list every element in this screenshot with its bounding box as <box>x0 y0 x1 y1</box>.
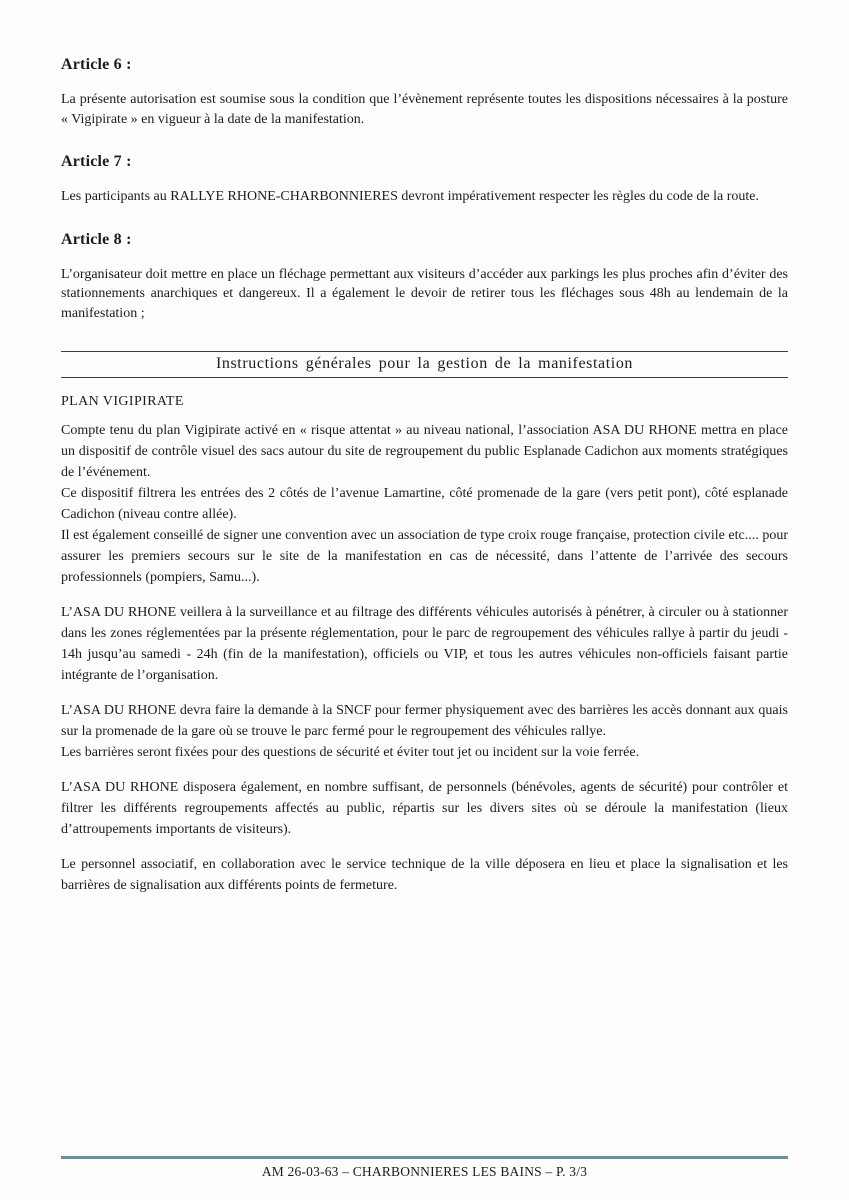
paragraph: Compte tenu du plan Vigipirate activé en « risque attentat » au niveau national, l’association ASA DU RHONE mettra en place un dispositif de contrôle visuel des sacs autour du site de regroupement du public Esplanade Cadichon aux moments stratégiques de l’événement. <box>61 423 788 480</box>
paragraph: Les barrières seront fixées pour des questions de sécurité et éviter tout jet ou incident sur la voie ferrée. <box>61 745 640 760</box>
article-7-heading: Article 7 : <box>61 153 132 170</box>
paragraph: Ce dispositif filtrera les entrées des 2 côtés de l’avenue Lamartine, côté promenade de la gare (vers petit pont), côté esplanade Cadichon (niveau contre allée). <box>61 486 788 522</box>
article-6-paragraph: La présente autorisation est soumise sous la condition que l’évènement représente toutes les dispositions nécessaires à la posture « Vigipirate » en vigueur à la date de la manifestation. <box>61 92 788 127</box>
page-footer <box>61 1156 788 1180</box>
paragraph: L’ASA DU RHONE devra faire la demande à la SNCF pour fermer physiquement avec des barrières les accès donnant aux quais sur la promenade de la gare où se trouve le parc fermé pour le regroupement des véhicules rallye. <box>61 703 788 739</box>
plan-vigipirate-heading: PLAN VIGIPIRATE <box>61 394 184 409</box>
paragraph: Le personnel associatif, en collaboration avec le service technique de la ville déposera en lieu et place la signalisation et les barrières de signalisation aux différents points de fermeture. <box>61 857 788 893</box>
instructions-section-title: Instructions générales pour la gestion de la manifestation <box>215 355 634 372</box>
article-7-section <box>61 153 788 207</box>
paragraph-block-3 <box>61 700 788 763</box>
document-content <box>61 56 788 910</box>
paragraph-block-1 <box>61 420 788 588</box>
article-8-heading: Article 8 : <box>61 230 132 248</box>
paragraph: Il est également conseillé de signer une convention avec un association de type croix rouge française, protection civile etc.... pour assurer les premiers secours sur le site de la manifestation en cas de nécessité, dans l’attente de l’arrivée des secours professionnels (pompiers, Samu...). <box>61 528 788 585</box>
paragraph: L’ASA DU RHONE veillera à la surveillance et au filtrage des différents véhicules autorisés à pénétrer, à circuler ou à stationner dans les zones réglementées par la présente réglementation, pour le parc de regroupement des véhicules rallye à partir du jeudi - 14h jusqu’au samedi - 24h (fin de la manifestation), officiels ou VIP, et tous les autres véhicules non-officiels faisant partie intégrante de l’organisation. <box>61 605 788 683</box>
article-8-section <box>61 231 788 324</box>
instructions-section-header <box>61 351 788 378</box>
paragraph-block-2 <box>61 602 788 686</box>
footer-text: AM 26-03-63 – CHARBONNIERES LES BAINS – P. 3/3 <box>261 1164 588 1179</box>
footer-rule <box>61 1156 788 1159</box>
paragraph-block-5 <box>61 854 788 896</box>
paragraph-block-4 <box>61 777 788 840</box>
paragraph: L’ASA DU RHONE disposera également, en nombre suffisant, de personnels (bénévoles, agents de sécurité) pour contrôler et filtrer les différents regroupements affectés au public, répartis sur les divers sites où se déroule la manifestation (lieux d’attroupements importants de visiteurs). <box>61 780 788 837</box>
article-6-section <box>61 56 788 129</box>
article-6-heading: Article 6 : <box>61 56 132 73</box>
article-8-paragraph: L’organisateur doit mettre en place un fléchage permettant aux visiteurs d’accéder aux parkings les plus proches afin d’éviter des stationnements anarchiques et dangereux. Il a également le devoir de retirer tous les fléchages sous 48h au lendemain de la manifestation ; <box>61 266 788 321</box>
article-7-paragraph: Les participants au RALLYE RHONE-CHARBONNIERES devront impérativement respecter les règles du code de la route. <box>61 189 760 204</box>
